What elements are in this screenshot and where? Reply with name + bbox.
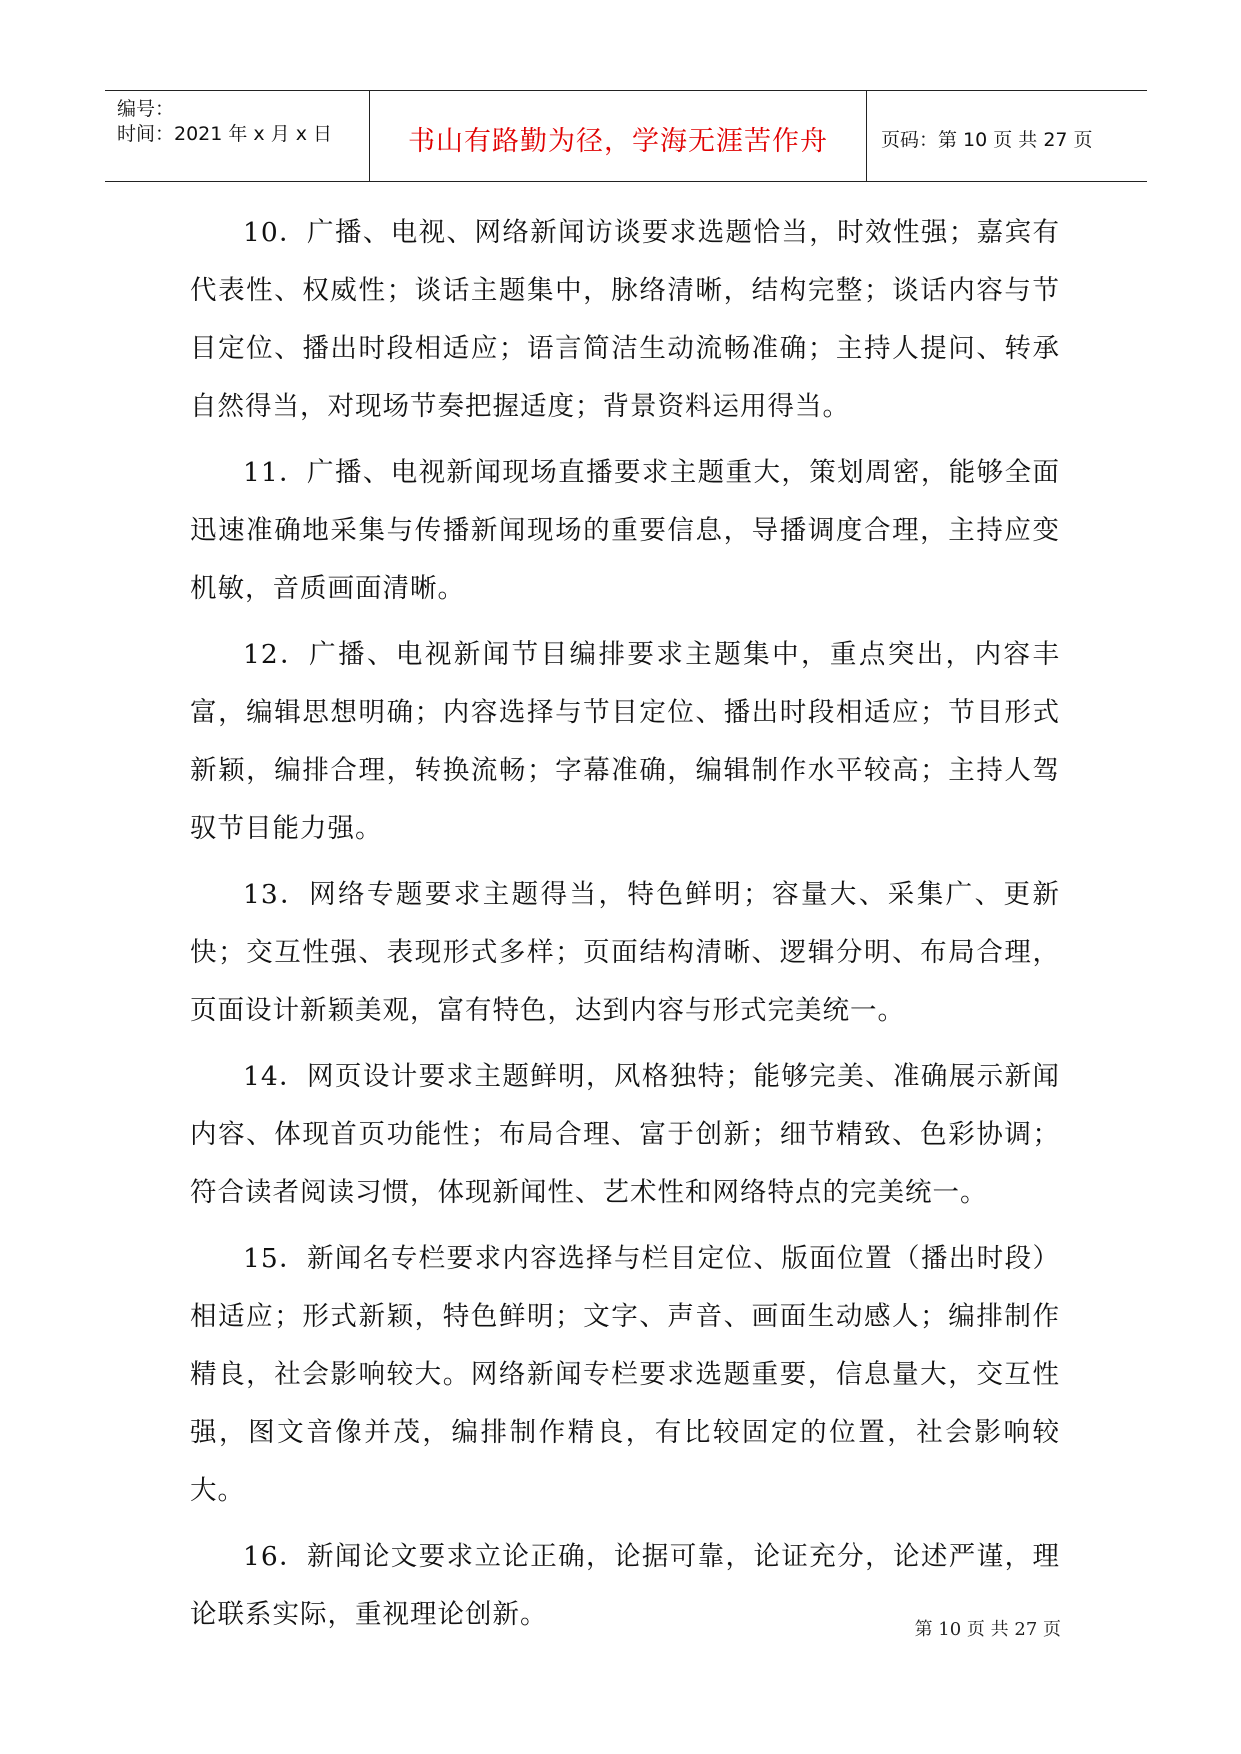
header-meta-cell	[105, 91, 370, 181]
paragraph-16: 16．新闻论文要求立论正确，论据可靠，论证充分，论述严谨，理论联系实际，重视理论创新。	[190, 1541, 1060, 1630]
header-motto-cell	[370, 91, 867, 181]
page-footer: 第 10 页 共 27 页	[914, 1619, 1061, 1640]
page-header	[105, 90, 1147, 182]
document-time-label: 时间：2021 年 x 月 x 日	[117, 123, 333, 145]
paragraph-13: 13．网络专题要求主题得当，特色鲜明；容量大、采集广、更新快；交互性强、表现形式多样；页面结构清晰、逻辑分明、布局合理，页面设计新颖美观，富有特色，达到内容与形式完美统一。	[190, 879, 1060, 1026]
header-page-cell	[867, 91, 1147, 181]
paragraph-14: 14．网页设计要求主题鲜明，风格独特；能够完美、准确展示新闻内容、体现首页功能性；布局合理、富于创新；细节精致、色彩协调；符合读者阅读习惯，体现新闻性、艺术性和网络特点的完美统一。	[190, 1061, 1060, 1208]
paragraph-11: 11．广播、电视新闻现场直播要求主题重大，策划周密，能够全面迅速准确地采集与传播新闻现场的重要信息，导播调度合理，主持应变机敏，音质画面清晰。	[190, 457, 1060, 604]
document-code-label: 编号：	[117, 98, 175, 120]
paragraph-12: 12．广播、电视新闻节目编排要求主题集中，重点突出，内容丰富，编辑思想明确；内容选择与节目定位、播出时段相适应；节目形式新颖，编排合理，转换流畅；字幕准确，编辑制作水平较高；主持人驾驭节目能力强。	[190, 639, 1060, 844]
header-page-info: 页码：第 10 页 共 27 页	[881, 128, 1093, 151]
header-motto: 书山有路勤为径，学海无涯苦作舟	[408, 125, 828, 157]
paragraph-15: 15．新闻名专栏要求内容选择与栏目定位、版面位置（播出时段）相适应；形式新颖，特色鲜明；文字、声音、画面生动感人；编排制作精良，社会影响较大。网络新闻专栏要求选题重要，信息量大，交互性强，图文音像并茂，编排制作精良，有比较固定的位置，社会影响较大。	[190, 1243, 1060, 1506]
paragraph-10: 10．广播、电视、网络新闻访谈要求选题恰当，时效性强；嘉宾有代表性、权威性；谈话主题集中，脉络清晰，结构完整；谈话内容与节目定位、播出时段相适应；语言简洁生动流畅准确；主持人提问、转承自然得当，对现场节奏把握适度；背景资料运用得当。	[190, 217, 1060, 422]
document-body	[190, 204, 1060, 1652]
